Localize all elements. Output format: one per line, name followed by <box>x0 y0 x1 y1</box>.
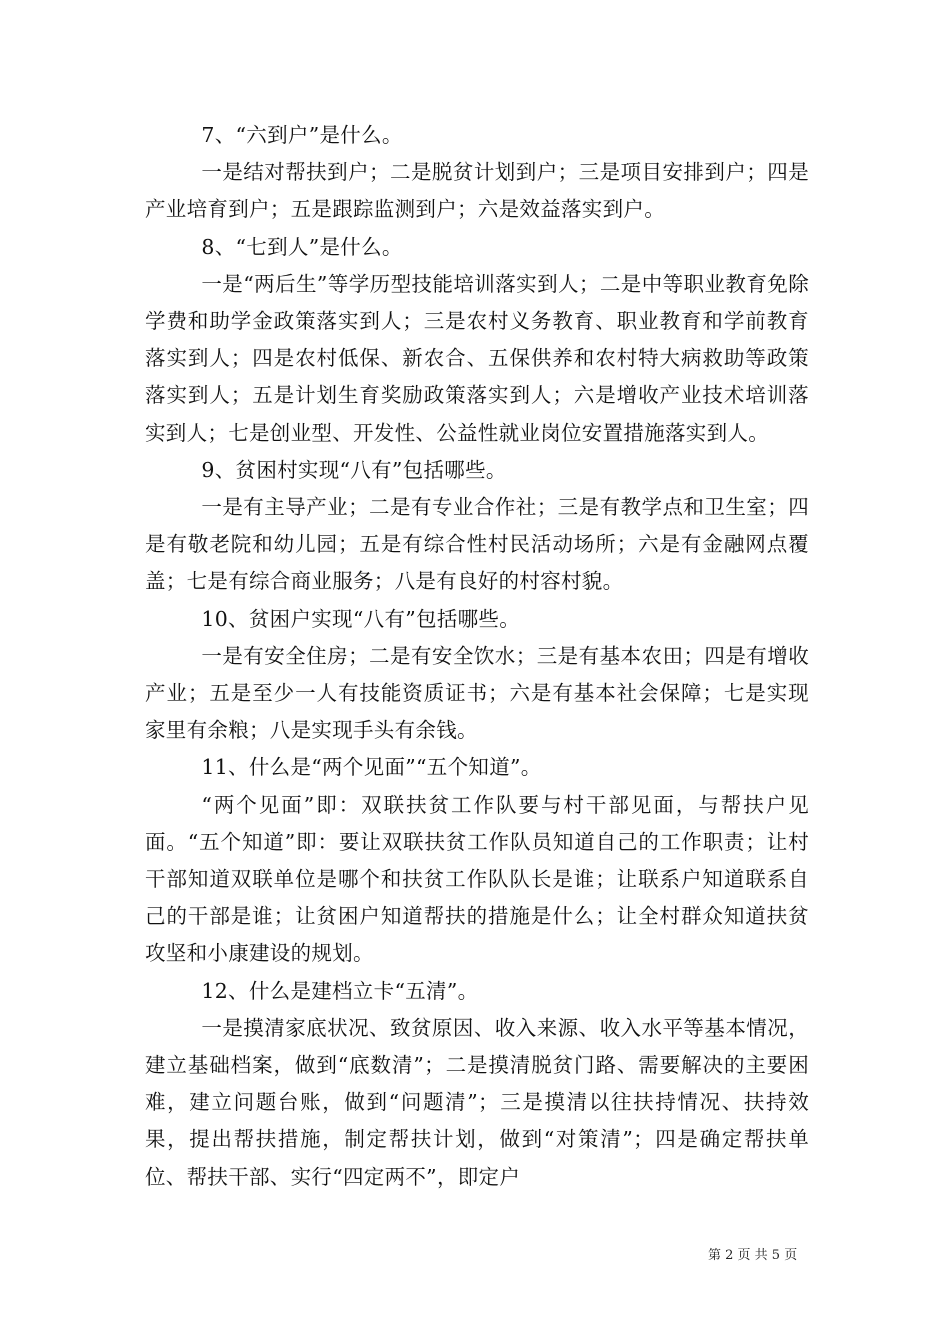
section-9-heading: 9、贫困村实现“八有”包括哪些。 <box>201 457 507 482</box>
section-11-heading: 11、什么是“两个见面”“五个知道”。 <box>201 755 542 780</box>
section-9-body: 一是有主导产业；二是有专业合作社；三是有教学点和卫生室；四是有敬老院和幼儿园；五是有综合性村民活动场所；六是有金融网点覆盖；七是有综合商业服务；八是有良好的村容村貌。 <box>145 495 809 594</box>
section-10-heading: 10、贫困户实现“八有”包括哪些。 <box>201 606 521 631</box>
section-7-body: 一是结对帮扶到户；二是脱贫计划到户；三是项目安排到户；四是产业培育到户；五是跟踪监测到户；六是效益落实到户。 <box>145 160 809 222</box>
section-11-body: “两个见面”即：双联扶贫工作队要与村干部见面，与帮扶户见面。“五个知道”即：要让双联扶贫工作队员知道自己的工作职责；让村干部知道双联单位是哪个和扶贫工作队队长是谁；让联系户知道联系自己的干部是谁；让贫困户知道帮扶的措施是什么；让全村群众知道扶贫攻坚和小康建设的规划。 <box>145 792 809 966</box>
section-8-body: 一是“两后生”等学历型技能培训落实到人；二是中等职业教育免除学费和助学金政策落实到人；三是农村义务教育、职业教育和学前教育落实到人；四是农村低保、新农合、五保供养和农村特大病救助等政策落实到人；五是计划生育奖励政策落实到人；六是增收产业技术培训落实到人；七是创业型、开发性、公益性就业岗位安置措施落实到人。 <box>145 271 809 445</box>
section-10-body: 一是有安全住房；二是有安全饮水；三是有基本农田；四是有增收产业；五是至少一人有技能资质证书；六是有基本社会保障；七是实现家里有余粮；八是实现手头有余钱。 <box>145 643 809 743</box>
page-number-footer: 第 2 页 共 5 页 <box>708 1248 798 1263</box>
document-body <box>145 117 809 1196</box>
section-7-heading: 7、“六到户”是什么。 <box>201 123 403 147</box>
section-12-body: 一是摸清家底状况、致贫原因、收入来源、收入水平等基本情况，建立基础档案，做到“底数清”；二是摸清脱贫门路、需要解决的主要困难，建立问题台账，做到“问题清”；三是摸清以往扶持情况、扶持效果，提出帮扶措施，制定帮扶计划，做到“对策清”；四是确定帮扶单位、帮扶干部、实行“四定两不”，即定户 <box>145 1015 809 1189</box>
section-8-heading: 8、“七到人”是什么。 <box>201 234 403 259</box>
section-12-heading: 12、什么是建档立卡“五清”。 <box>201 978 479 1003</box>
